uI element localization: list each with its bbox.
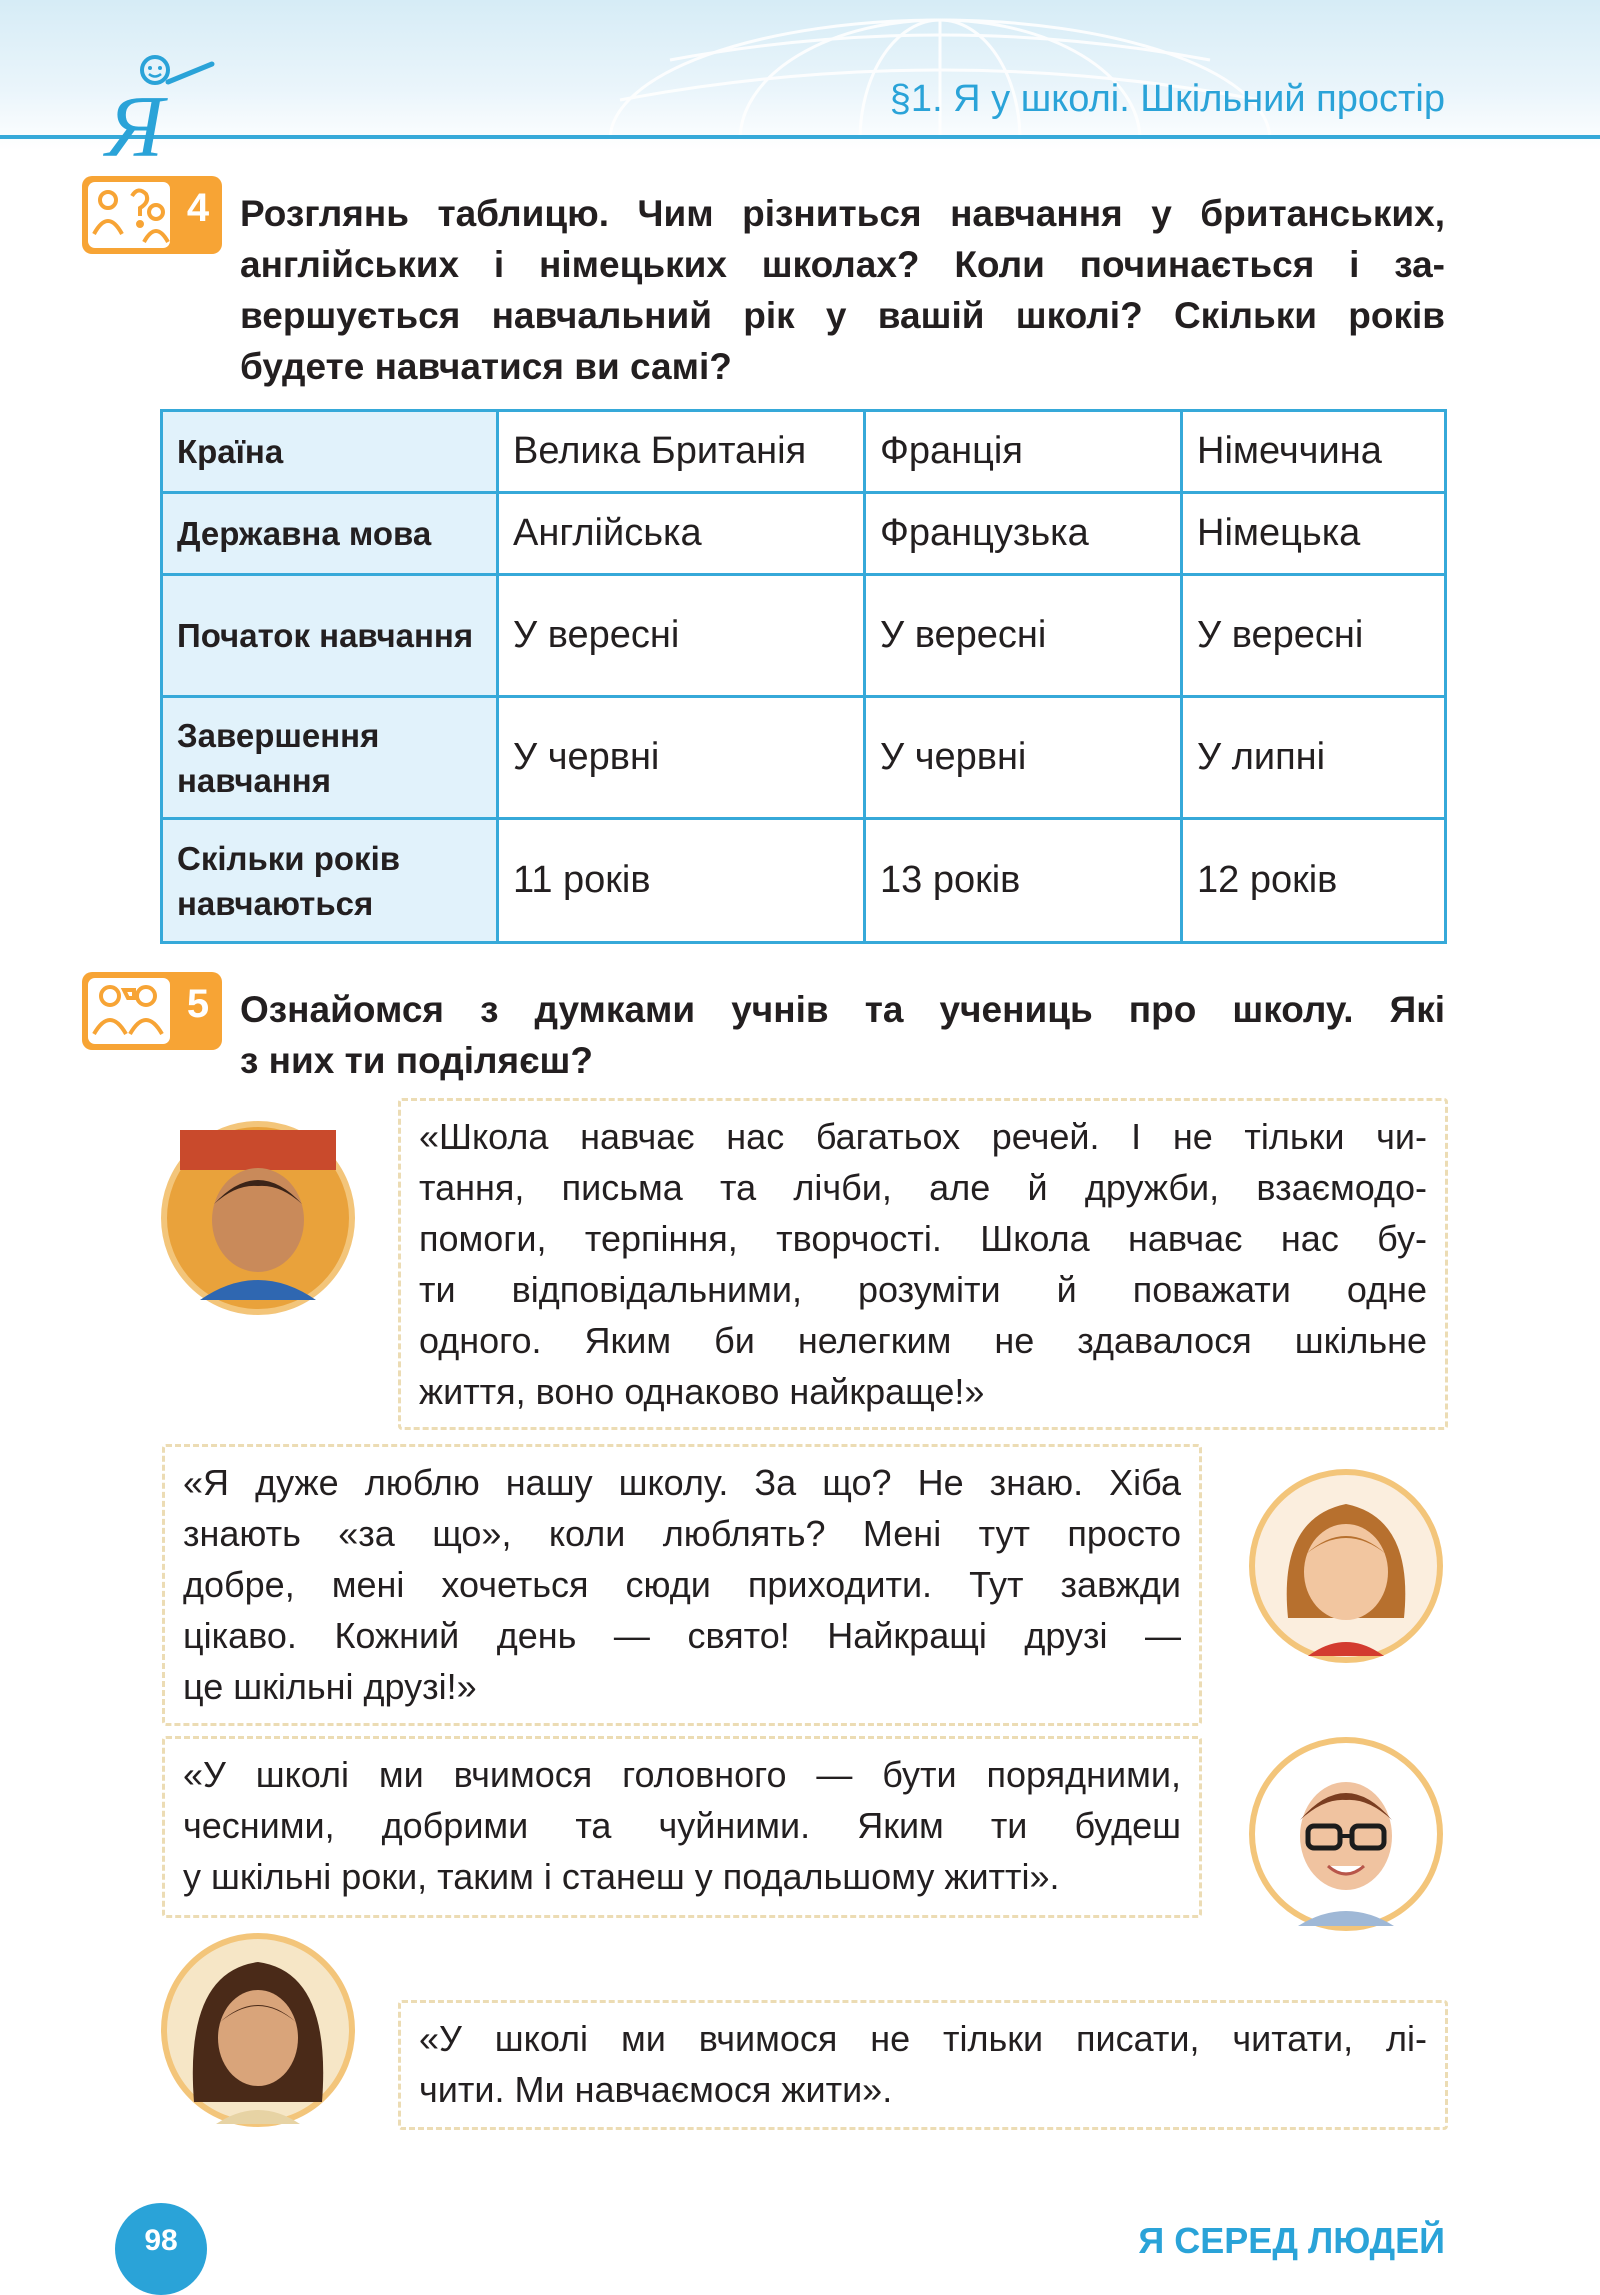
task-5-number: 5 (186, 982, 210, 1026)
table-row (162, 411, 1446, 493)
quote-1 (398, 1098, 1448, 1430)
task-5-line: з них ти поділяєш? (240, 1040, 593, 1081)
table-row (162, 697, 1446, 819)
table-cell: У червні (498, 697, 865, 819)
quote-2-line: «Я дуже люблю нашу школу. За що? Не знаю. Хіба (183, 1462, 1181, 1503)
table-cell: 11 років (498, 819, 865, 943)
table-cell: У вересні (865, 575, 1182, 697)
logo-letter: Я (106, 79, 164, 162)
quote-2-line: добре, мені хочеться сюди приходити. Тут завжди (183, 1564, 1181, 1605)
task-5-text (240, 984, 1445, 1086)
girl-photo (1248, 1468, 1444, 1664)
table-cell: Німецька (1182, 493, 1446, 575)
quote-4-line: чити. Ми навчаємося жити». (419, 2069, 893, 2110)
quote-1-line: життя, воно однаково найкраще!» (419, 1371, 985, 1412)
quote-1-line: помоги, терпіння, творчості. Школа навчає нас бу- (419, 1218, 1427, 1259)
table-cell: У вересні (498, 575, 865, 697)
girl-dark-hair-photo (160, 1932, 356, 2128)
table-row (162, 575, 1446, 697)
quote-1-line: тання, письма та лічби, але й дружби, взаємодо- (419, 1167, 1427, 1208)
country-comparison-table (160, 409, 1447, 944)
quote-3-line: чесними, добрими та чуйними. Яким ти будеш (183, 1805, 1181, 1846)
row-label: Скільки років навчаються (162, 819, 498, 943)
quote-1-line: ти відповідальними, розуміти й поважати одне (419, 1269, 1427, 1310)
task-4-line: англійських і німецьких школах? Коли починається і за- (240, 244, 1445, 285)
table-row (162, 819, 1446, 943)
table-cell: 13 років (865, 819, 1182, 943)
quote-1-line: «Школа навчає нас багатьох речей. І не тільки чи- (419, 1116, 1427, 1157)
row-label: Завершення навчання (162, 697, 498, 819)
table-cell: Англійська (498, 493, 865, 575)
boy-photo (160, 1120, 356, 1316)
footer-section-title: Я СЕРЕД ЛЮДЕЙ (1138, 2220, 1445, 2261)
task-4-line: Розглянь таблицю. Чим різниться навчання у британських, (240, 193, 1445, 234)
quote-2-line: знають «за що», коли люблять? Мені тут просто (183, 1513, 1181, 1554)
section-title: §1. Я у школі. Шкільний простір (889, 78, 1445, 120)
row-label: Державна мова (162, 493, 498, 575)
quote-1-line: одного. Яким би нелегким не здавалося шкільне (419, 1320, 1427, 1361)
table-cell: У липні (1182, 697, 1446, 819)
quote-2-line: це шкільні друзі!» (183, 1666, 477, 1707)
task-4-badge (82, 176, 222, 254)
quote-4-line: «У школі ми вчимося не тільки писати, читати, лі- (419, 2018, 1427, 2059)
quote-3-line: «У школі ми вчимося головного — бути порядними, (183, 1754, 1181, 1795)
header-rule (0, 135, 1600, 139)
task-4-line: будете навчатися ви самі? (240, 346, 732, 387)
page-number: 98 (115, 2203, 207, 2295)
quote-4 (398, 2000, 1448, 2130)
quote-3 (162, 1736, 1202, 1918)
boy-glasses-photo (1248, 1736, 1444, 1932)
ya-logo-icon (100, 52, 220, 162)
task-4-text (240, 188, 1445, 392)
table-cell: 12 років (1182, 819, 1446, 943)
table-row (162, 493, 1446, 575)
table-cell: У червні (865, 697, 1182, 819)
pair-discussion-icon (88, 978, 170, 1044)
table-cell: Французька (865, 493, 1182, 575)
task-5-badge (82, 972, 222, 1050)
row-label: Початок навчання (162, 575, 498, 697)
table-cell: У вересні (1182, 575, 1446, 697)
row-label: Країна (162, 411, 498, 493)
table-cell: Велика Британія (498, 411, 865, 493)
group-question-icon (88, 182, 170, 248)
quote-2-line: цікаво. Кожний день — свято! Найкращі друзі — (183, 1615, 1181, 1656)
table-cell: Франція (865, 411, 1182, 493)
table-cell: Німеччина (1182, 411, 1446, 493)
task-5-line: Ознайомся з думками учнів та учениць про школу. Які (240, 989, 1445, 1030)
quote-2 (162, 1444, 1202, 1726)
quote-3-line: у шкільні роки, таким і станеш у подальшому житті». (183, 1856, 1060, 1897)
task-4-line: вершується навчальний рік у вашій школі? Скільки років (240, 295, 1445, 336)
task-4-number: 4 (186, 186, 210, 230)
